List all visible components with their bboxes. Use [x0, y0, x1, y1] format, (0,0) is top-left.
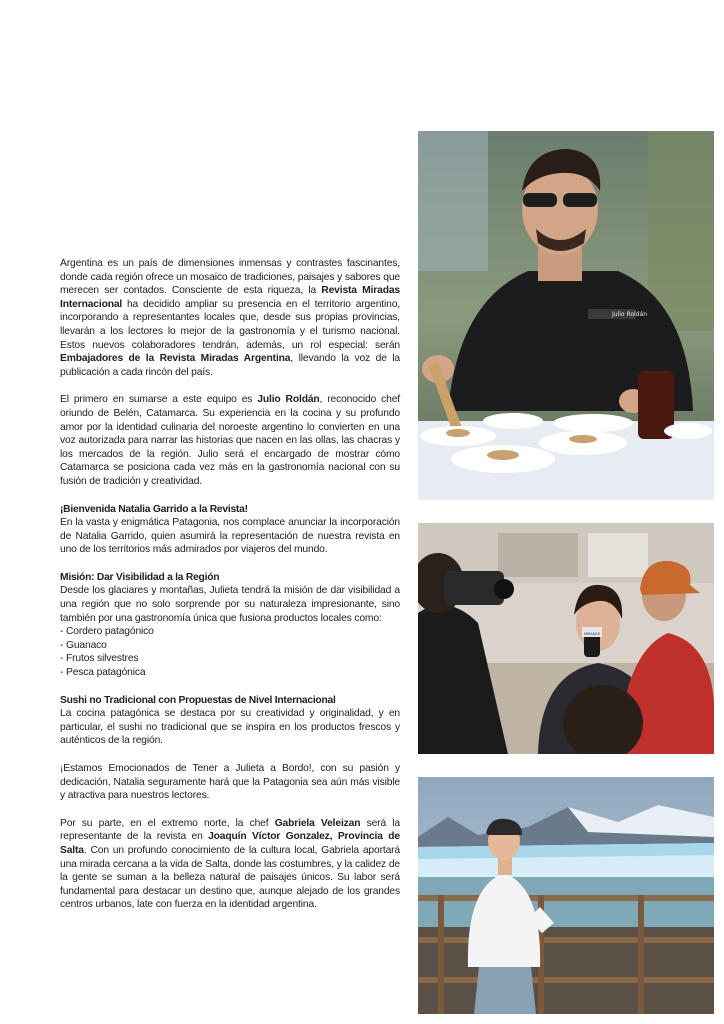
sushi-heading: Sushi no Tradicional con Propuestas de Nivel Internacional: [60, 694, 336, 706]
apron-embroidery-text: Julio Roldán: [612, 311, 648, 318]
gabriela-text-1: Por su parte, en el extremo norte, la chef: [60, 817, 275, 829]
microphone-logo-text: MIRADAS: [584, 632, 600, 636]
list-item: - Cordero patagónico: [60, 626, 154, 638]
natalia-heading: ¡Bienvenida Natalia Garrido a la Revista!: [60, 503, 248, 515]
natalia-paragraph: En la vasta y enigmática Patagonia, nos complace anunciar la incorporación de Natalia Garrido, quien asumirá la representación de nuestra revista en uno de los territorios más admirados por viajeros del mundo.: [60, 517, 400, 556]
mision-paragraph: Desde los glaciares y montañas, Julieta tendrá la misión de dar visibilidad a una región que no solo sorprende por su naturaleza impresionante, sino también por una gastronomía única que fusiona productos locales como:: [60, 585, 400, 624]
intro-text-1: Argentina es un país de dimensiones inmensas y contrastes fascinantes, donde cada región ofrece un mosaico de tradiciones, paisajes y sabores que merecen ser contados. Consciente de esta riqueza, la: [60, 258, 400, 297]
julio-bold-name: Julio Roldán: [257, 394, 320, 406]
list-item: - Pesca patagónica: [60, 667, 146, 679]
intro-text-2: ha decidido ampliar su presencia en el territorio argentino, incorporando a representantes locales que, desde sus propias provincias, llevarán a los lectores lo mejor de la gastronomía y el turismo nacional. Estos nuevos colaboradores tendrán, además, un rol especial: serán: [60, 298, 400, 351]
julio-text-1: El primero en sumarse a este equipo es: [60, 394, 258, 406]
gabriela-bold-name: Gabriela Veleizan: [274, 817, 361, 829]
gabriela-paragraph: [60, 817, 400, 912]
list-item: - Frutos silvestres: [60, 653, 139, 665]
intro-paragraph: [60, 257, 400, 379]
intro-text-3: , llevando la voz de la publicación a cada rincón del país.: [60, 353, 400, 378]
interview-photo: [418, 523, 714, 754]
article-body: [60, 257, 400, 926]
products-list: [60, 625, 400, 679]
julio-text-2: , reconocido chef oriundo de Belén, Catamarca. Su experiencia en la cocina y su profundo amor por la identidad culinaria del noroeste argentino lo convierten en una voz autorizada para narrar las historias que nacen en las ollas, las chacras y los mercados de la región. Julio será el encargado de mostrar cómo Catamarca se posiciona cada vez más en la gastronomía nacional con su fusión de tradición y creatividad.: [60, 394, 400, 487]
gabriela-bold-location: Joaquín Víctor Gonzalez, Provincia de Salta: [60, 831, 400, 856]
gabriela-text-2: será la representante de la revista en: [60, 817, 400, 843]
list-item: - Guanaco: [60, 639, 107, 651]
chef-plating-photo: [418, 131, 714, 500]
intro-bold-ambassadors: Embajadores de la Revista Miradas Argentina: [60, 353, 291, 365]
intro-bold-magazine: Revista Miradas Internacional: [60, 285, 400, 310]
julio-paragraph: [60, 393, 400, 488]
mision-heading: Misión: Dar Visibilidad a la Región: [60, 571, 220, 583]
glacier-chef-photo: [418, 777, 714, 1014]
emocionados-paragraph: ¡Estamos Emocionados de Tener a Julieta a Bordo!, con su pasión y dedicación, Natalia seguramente hará que la Patagonia sea aún más visible y atractiva para nuestros lectores.: [60, 763, 400, 802]
sushi-paragraph: La cocina patagónica se destaca por su creatividad y originalidad, y en particular, el sushi no tradicional que se inspira en los productos frescos y auténticos de la región.: [60, 708, 400, 747]
gabriela-text-3: . Con un profundo conocimiento de la cultura local, Gabriela aportará una mirada cercana a la vida de Salta, donde las costumbres, y la calidez de la gente se suman a la belleza natural de paisajes únicos. Su labor será fundamental para destacar un destino que, aunque alejado de los grandes centros urbanos, late con fuerza en la identidad argentina.: [60, 844, 400, 911]
